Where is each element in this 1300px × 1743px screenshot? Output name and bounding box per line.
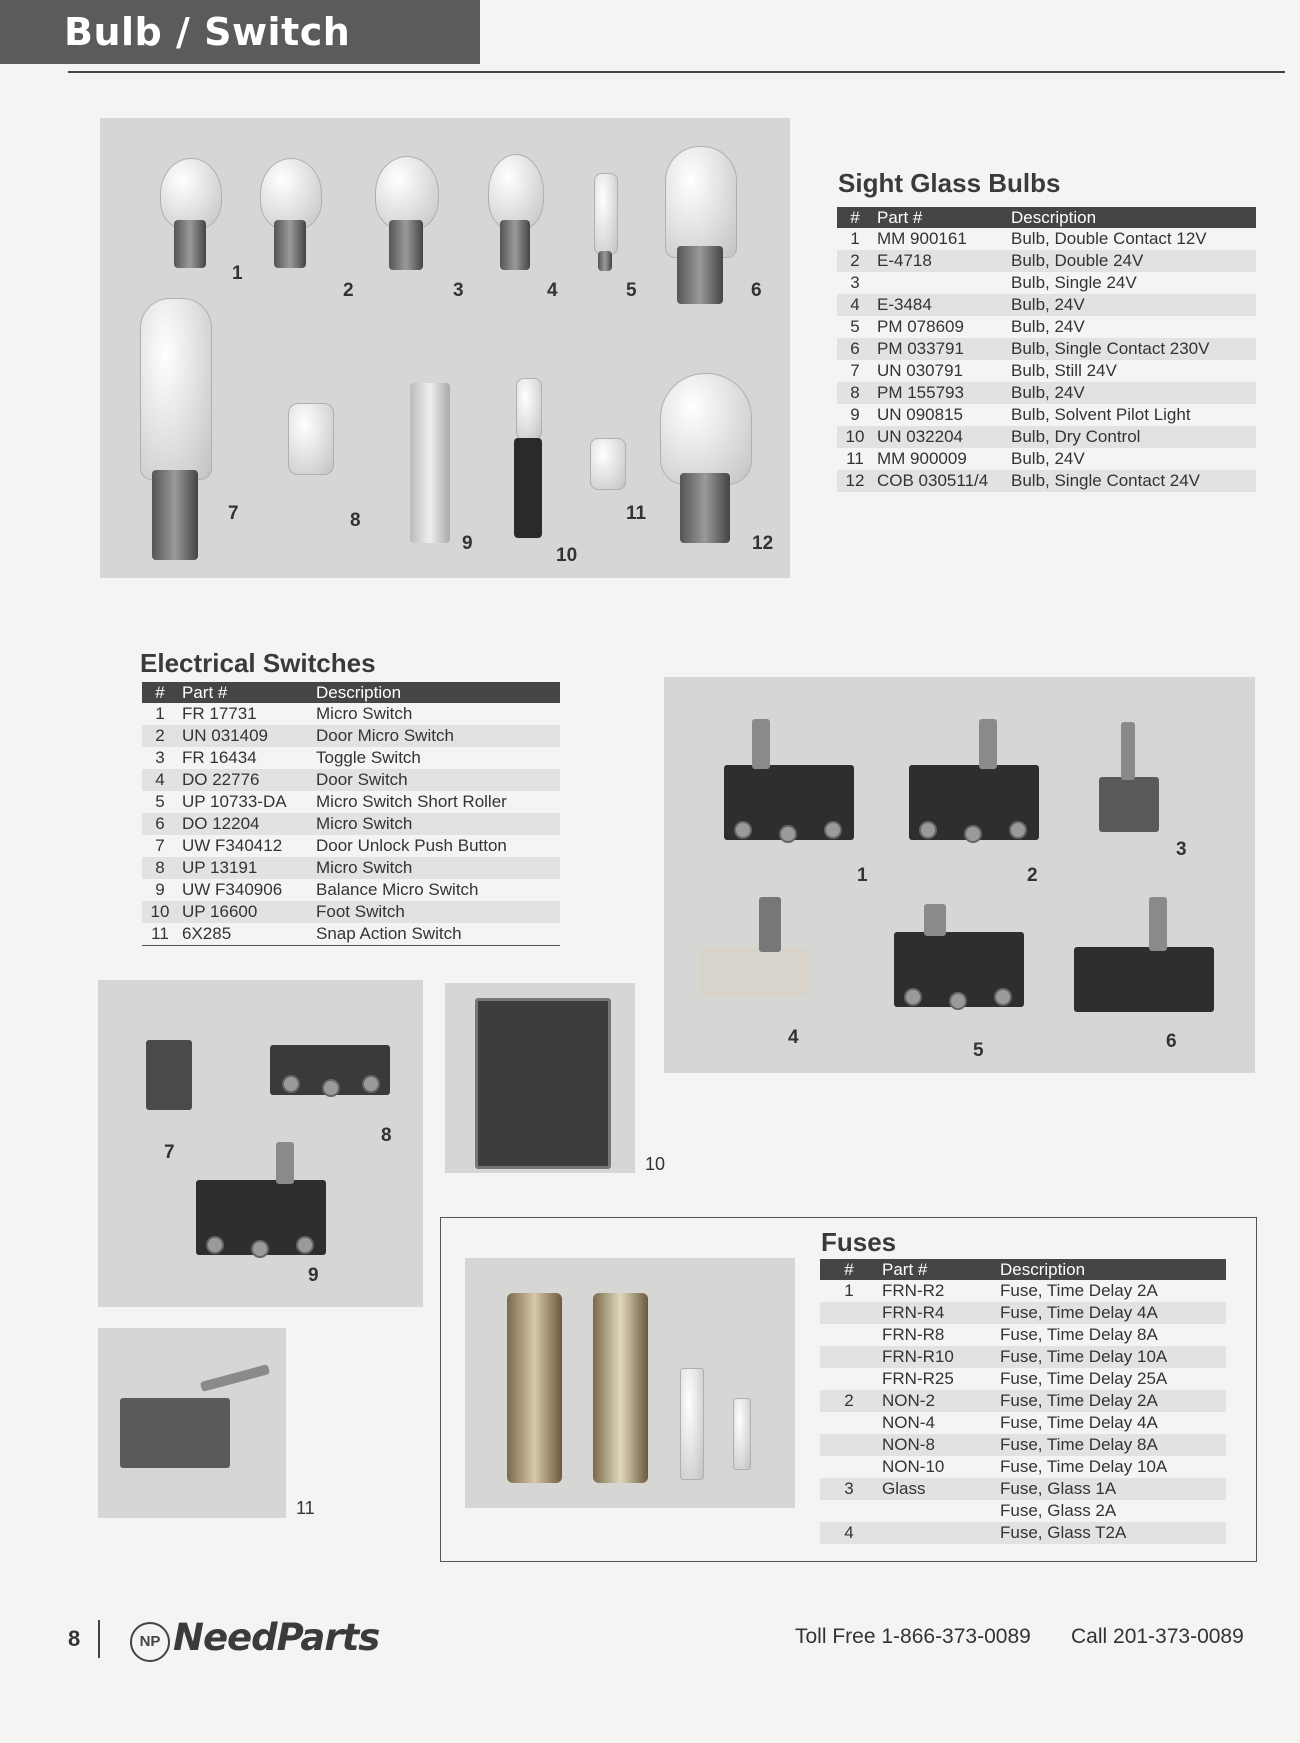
part-description: Door Micro Switch — [312, 725, 560, 747]
switches-photo-7-9 — [98, 980, 423, 1307]
item-number: 4 — [142, 769, 178, 791]
switch-photo-11 — [98, 1328, 286, 1518]
part-number: UW F340412 — [182, 836, 283, 855]
bulbs-photo — [100, 118, 790, 578]
part-description: Fuse, Time Delay 10A — [1000, 1457, 1168, 1476]
column-header: Description — [312, 682, 560, 703]
table-row — [820, 1324, 1226, 1346]
table-row — [142, 769, 560, 791]
part-description: Bulb, 24V — [1011, 317, 1085, 336]
item-number — [820, 1302, 878, 1324]
part-number: UP 10733-DA — [182, 792, 287, 811]
table-row — [837, 272, 1256, 294]
section-header — [0, 0, 480, 64]
part-description: Toggle Switch — [316, 748, 421, 767]
bulb-image-5 — [590, 173, 620, 273]
part-number: NON-4 — [882, 1413, 935, 1432]
needparts-logo: NeedParts — [173, 1616, 380, 1659]
part-number: FRN-R10 — [878, 1346, 996, 1368]
table-row — [820, 1522, 1226, 1544]
bulb-image-7 — [140, 298, 210, 568]
part-number: E-4718 — [873, 250, 1007, 272]
table-row — [820, 1302, 1226, 1324]
part-number — [873, 272, 1007, 294]
column-header: # — [142, 682, 178, 703]
part-description: Bulb, 24V — [1011, 449, 1085, 468]
footer-divider — [98, 1620, 100, 1658]
fuses-section-title: Fuses — [821, 1227, 897, 1257]
part-description: Fuse, Glass 2A — [1000, 1501, 1117, 1520]
part-description: Fuse, Glass T2A — [996, 1522, 1226, 1544]
table-row — [142, 879, 560, 901]
item-number: 2 — [142, 725, 178, 747]
part-number: Glass — [878, 1478, 996, 1500]
bulb-photo-label: 4 — [547, 280, 558, 301]
fuse-image-2 — [593, 1293, 648, 1483]
fuse-image-3 — [680, 1368, 702, 1478]
switch-photo-label: 8 — [381, 1125, 392, 1146]
page-title: Bulb / Switch — [64, 10, 351, 54]
item-number: 5 — [155, 792, 165, 811]
item-number: 8 — [142, 857, 178, 879]
item-number: 3 — [155, 748, 165, 767]
item-number: 7 — [850, 361, 860, 380]
part-number: MM 900009 — [877, 449, 967, 468]
part-number: NON-8 — [878, 1434, 996, 1456]
bulbs-table — [837, 207, 1256, 492]
table-row — [142, 857, 560, 879]
switch-image-9 — [196, 1180, 326, 1255]
switch-image-2 — [909, 765, 1039, 840]
item-number: 3 — [850, 273, 860, 292]
item-number: 9 — [155, 880, 165, 899]
part-description: Bulb, Single Contact 24V — [1007, 470, 1256, 492]
part-description: Fuse, Time Delay 8A — [1000, 1325, 1158, 1344]
part-number: 6X285 — [182, 924, 232, 943]
bulb-photo-label: 10 — [556, 545, 578, 566]
bulb-image-6 — [665, 146, 735, 306]
part-number: MM 900161 — [877, 229, 967, 248]
column-header: Description — [1007, 207, 1256, 228]
table-row — [142, 747, 560, 769]
part-description: Fuse, Time Delay 2A — [996, 1390, 1226, 1412]
part-description: Door Unlock Push Button — [316, 836, 507, 855]
part-number: UP 16600 — [178, 901, 312, 923]
part-description: Fuse, Time Delay 8A — [996, 1434, 1226, 1456]
part-description: Foot Switch — [312, 901, 560, 923]
switch-photo-label: 2 — [1027, 865, 1038, 886]
column-header: # — [820, 1259, 878, 1280]
table-row — [142, 835, 560, 857]
table-row — [820, 1456, 1226, 1478]
table-row — [142, 923, 560, 946]
part-description: Bulb, 24V — [1007, 294, 1256, 316]
part-number: PM 078609 — [877, 317, 964, 336]
bulb-photo-label: 12 — [752, 533, 774, 554]
part-description: Micro Switch — [316, 704, 413, 723]
item-number: 3 — [820, 1478, 878, 1500]
part-description: Fuse, Time Delay 2A — [1000, 1281, 1158, 1300]
switch-image-5 — [894, 932, 1024, 1007]
item-number: 1 — [850, 229, 860, 248]
switch-image-6 — [1074, 947, 1214, 1012]
switch-photo-label: 7 — [164, 1142, 175, 1163]
item-number: 8 — [837, 382, 873, 404]
table-row — [142, 791, 560, 813]
part-description: Bulb, 24V — [1007, 382, 1256, 404]
bulb-image-4 — [488, 154, 542, 272]
fuses-table — [820, 1259, 1226, 1544]
item-number — [820, 1456, 878, 1478]
part-description: Micro Switch — [312, 857, 560, 879]
table-row — [837, 250, 1256, 272]
table-row — [820, 1368, 1226, 1390]
part-description: Bulb, Still 24V — [1011, 361, 1117, 380]
part-number: PM 033791 — [873, 338, 1007, 360]
item-number — [820, 1346, 878, 1368]
bulb-image-1 — [160, 158, 220, 268]
column-header: Part # — [878, 1259, 996, 1280]
part-description: Bulb, Single 24V — [1011, 273, 1137, 292]
item-number: 12 — [837, 470, 873, 492]
part-number: UW F340906 — [182, 880, 283, 899]
header-divider — [68, 71, 1285, 73]
table-row — [820, 1412, 1226, 1434]
table-row — [142, 813, 560, 835]
table-row — [142, 703, 560, 725]
switch-image-1 — [724, 765, 854, 840]
part-number: FR 17731 — [182, 704, 257, 723]
part-description: Balance Micro Switch — [316, 880, 479, 899]
bulb-photo-label: 8 — [350, 510, 361, 531]
switch-image-3 — [1099, 777, 1159, 832]
part-number: PM 155793 — [873, 382, 1007, 404]
item-number — [820, 1434, 878, 1456]
item-number: 5 — [850, 317, 860, 336]
part-description: Fuse, Time Delay 25A — [1000, 1369, 1168, 1388]
table-row — [837, 382, 1256, 404]
switch-image-7 — [146, 1040, 192, 1110]
switch-photo-label: 4 — [788, 1027, 799, 1048]
part-number: UN 031409 — [178, 725, 312, 747]
bulb-image-2 — [260, 158, 320, 268]
fuse-image-1 — [507, 1293, 562, 1483]
bulb-image-10 — [510, 378, 546, 543]
bulb-photo-label: 11 — [626, 503, 647, 524]
switch-photo-label: 1 — [857, 865, 868, 886]
table-row — [837, 404, 1256, 426]
item-number: 2 — [837, 250, 873, 272]
table-row — [820, 1434, 1226, 1456]
part-description: Fuse, Time Delay 4A — [1000, 1413, 1158, 1432]
bulb-photo-label: 7 — [228, 503, 239, 524]
bulb-photo-label: 5 — [626, 280, 637, 301]
item-number: 10 — [142, 901, 178, 923]
part-number: DO 22776 — [178, 769, 312, 791]
part-number: COB 030511/4 — [873, 470, 1007, 492]
part-number: UN 030791 — [877, 361, 964, 380]
switches-section-title: Electrical Switches — [140, 648, 376, 678]
column-header: Description — [996, 1259, 1226, 1280]
bulb-photo-label: 3 — [453, 280, 464, 301]
table-row — [837, 470, 1256, 492]
switch-image-10 — [475, 998, 611, 1169]
item-number: 10 — [837, 426, 873, 448]
needparts-logo-icon: NP — [130, 1622, 170, 1662]
bulb-photo-label: 9 — [462, 533, 473, 554]
fuses-photo — [465, 1258, 795, 1508]
part-number: E-3484 — [873, 294, 1007, 316]
part-number: DO 12204 — [178, 813, 312, 835]
table-row — [837, 294, 1256, 316]
switch-photo-label: 9 — [308, 1265, 319, 1286]
part-number — [878, 1500, 996, 1522]
item-number: 7 — [155, 836, 165, 855]
fuse-image-4 — [733, 1398, 749, 1468]
part-description: Fuse, Time Delay 10A — [996, 1346, 1226, 1368]
table-row — [820, 1478, 1226, 1500]
switch-image-4 — [699, 947, 809, 997]
table-row — [837, 360, 1256, 382]
switch-photo-label: 6 — [1166, 1031, 1177, 1052]
item-number: 9 — [850, 405, 860, 424]
switches-table — [142, 682, 560, 946]
table-row — [837, 426, 1256, 448]
switch-photo-label: 3 — [1176, 839, 1187, 860]
table-row — [837, 448, 1256, 470]
bulb-image-9 — [410, 383, 450, 543]
part-number: FRN-R2 — [882, 1281, 945, 1300]
switch-photo-label: 10 — [645, 1154, 666, 1174]
table-row — [820, 1280, 1226, 1302]
part-description: Bulb, Double 24V — [1007, 250, 1256, 272]
part-description: Fuse, Time Delay 4A — [996, 1302, 1226, 1324]
part-description: Micro Switch — [312, 813, 560, 835]
item-number: 6 — [142, 813, 178, 835]
switches-photo-1-6 — [664, 677, 1255, 1073]
switch-image-11 — [120, 1398, 230, 1468]
part-number: FRN-R4 — [878, 1302, 996, 1324]
item-number: 4 — [837, 294, 873, 316]
bulb-image-12 — [660, 373, 750, 553]
bulb-image-3 — [375, 156, 437, 271]
bulb-image-8 — [288, 403, 332, 503]
part-number: FRN-R25 — [882, 1369, 954, 1388]
part-number: FRN-R8 — [882, 1325, 945, 1344]
part-description: Fuse, Glass 1A — [996, 1478, 1226, 1500]
part-description: Bulb, Dry Control — [1007, 426, 1256, 448]
part-number: UP 13191 — [178, 857, 312, 879]
switch-photo-label: 5 — [973, 1040, 984, 1061]
switch-photo-label: 11 — [296, 1498, 315, 1518]
part-description: Door Switch — [312, 769, 560, 791]
item-number: 11 — [151, 924, 169, 943]
part-description: Bulb, Single Contact 230V — [1007, 338, 1256, 360]
item-number: 11 — [846, 449, 864, 468]
item-number: 1 — [844, 1281, 854, 1300]
item-number — [820, 1324, 878, 1346]
column-header: Part # — [873, 207, 1007, 228]
bulb-photo-label: 2 — [343, 280, 354, 301]
item-number: 4 — [820, 1522, 878, 1544]
part-description: Bulb, Double Contact 12V — [1011, 229, 1207, 248]
bulb-photo-label: 1 — [232, 263, 243, 284]
part-description: Snap Action Switch — [316, 924, 462, 943]
table-row — [837, 338, 1256, 360]
item-number — [820, 1368, 878, 1390]
item-number: 6 — [837, 338, 873, 360]
part-number: FR 16434 — [182, 748, 257, 767]
bulbs-section-title: Sight Glass Bulbs — [838, 168, 1061, 198]
page-number: 8 — [68, 1626, 81, 1651]
table-row — [837, 316, 1256, 338]
part-number — [878, 1522, 996, 1544]
item-number: 2 — [820, 1390, 878, 1412]
part-number: NON-10 — [882, 1457, 945, 1476]
part-number: NON-2 — [878, 1390, 996, 1412]
table-row — [142, 901, 560, 923]
table-row — [142, 725, 560, 747]
call-number: Call 201-373-0089 — [1071, 1625, 1244, 1648]
part-description: Bulb, Solvent Pilot Light — [1011, 405, 1191, 424]
toll-free-number: Toll Free 1-866-373-0089 — [795, 1625, 1031, 1648]
bulb-photo-label: 6 — [751, 280, 762, 301]
table-row — [820, 1346, 1226, 1368]
part-description: Micro Switch Short Roller — [316, 792, 507, 811]
table-row — [820, 1500, 1226, 1522]
item-number: 1 — [155, 704, 165, 723]
table-row — [820, 1390, 1226, 1412]
part-number: UN 090815 — [877, 405, 964, 424]
part-number: UN 032204 — [873, 426, 1007, 448]
table-row — [837, 228, 1256, 250]
switch-image-8 — [270, 1045, 390, 1095]
column-header: Part # — [178, 682, 312, 703]
switch-photo-10 — [445, 983, 635, 1173]
bulb-image-11 — [590, 438, 624, 488]
item-number — [820, 1412, 878, 1434]
item-number — [820, 1500, 878, 1522]
column-header: # — [837, 207, 873, 228]
